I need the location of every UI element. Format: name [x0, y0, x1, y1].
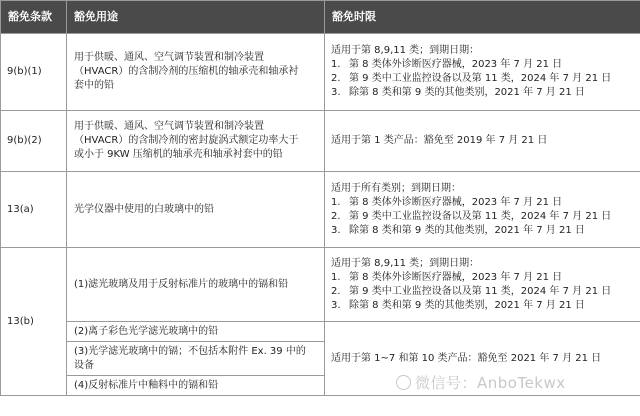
header-limit: 豁免时限 — [325, 1, 640, 34]
watermark-text: 微信号：AnboTekwx — [415, 374, 566, 392]
limit-item: 3. 除第 8 类和第 9 类的其他类别，2021 年 7 月 21 日 — [331, 87, 585, 98]
table-row — [1, 248, 640, 322]
limit-cell — [325, 248, 640, 322]
limit-intro: 适用于所有类别；到期日期： — [331, 182, 461, 194]
table-row — [1, 111, 640, 172]
limit-cell: 适用于第 1 类产品：豁免至 2019 年 7 月 21 日 — [325, 111, 640, 172]
limit-item: 1. 第 8 类体外诊断医疗器械，2023 年 7 月 21 日 — [331, 59, 563, 70]
use-cell — [67, 342, 325, 376]
use-cell: (1)滤光玻璃及用于反射标准片的玻璃中的镉和铅 — [67, 248, 325, 322]
limit-cell — [325, 172, 640, 248]
watermark — [396, 372, 566, 393]
use-cell — [67, 111, 325, 172]
use-line: 用于供暖、通风、空气调节装置和制冷装置 — [74, 52, 264, 63]
clause-cell: 9(b)(1) — [1, 34, 67, 111]
header-row — [1, 1, 640, 34]
limit-item: 3. 除第 8 类和第 9 类的其他类别，2021 年 7 月 21 日 — [331, 299, 585, 311]
header-use: 豁免用途 — [67, 1, 325, 34]
use-cell: (4)反射标准片中釉料中的镉和铅 — [67, 376, 325, 396]
use-line: （HVACR）的含制冷剂的压缩机的轴承壳和轴承衬 — [74, 66, 299, 77]
use-cell: 光学仪器中使用的白玻璃中的铅 — [67, 172, 325, 248]
use-line: (3)光学滤光玻璃中的镉；不包括本附件 Ex. 39 中的 — [74, 345, 306, 357]
limit-item: 2. 第 9 类中工业监控设备以及第 11 类，2024 年 7 月 21 日 — [331, 285, 612, 297]
limit-cell: 适用于第 1~7 和第 10 类产品：豁免至 2021 年 7 月 21 日 — [325, 322, 640, 396]
wechat-icon — [396, 375, 411, 390]
use-cell — [67, 34, 325, 111]
use-line: 套中的铅 — [74, 80, 114, 91]
table-row — [1, 34, 640, 111]
table-row — [1, 172, 640, 248]
limit-item: 1. 第 8 类体外诊断医疗器械，2023 年 7 月 21 日 — [331, 271, 563, 283]
limit-intro: 适用于第 8,9,11 类；到期日期： — [331, 45, 480, 56]
table-row — [1, 322, 640, 342]
limit-item: 2. 第 9 类中工业监控设备以及第 11 类，2024 年 7 月 21 日 — [331, 73, 612, 84]
clause-cell: 9(b)(2) — [1, 111, 67, 172]
use-cell: (2)离子彩色光学滤光玻璃中的铅 — [67, 322, 325, 342]
clause-cell: 13(a) — [1, 172, 67, 248]
use-line: （HVACR）的含制冷剂的密封旋涡式额定功率大于 — [74, 135, 299, 146]
limit-cell — [325, 34, 640, 111]
limit-intro: 适用于第 8,9,11 类；到期日期： — [331, 257, 480, 269]
use-line: 或小于 9KW 压缩机的轴承壳和轴承衬套中的铅 — [74, 149, 283, 160]
use-line: 用于供暖、通风、空气调节装置和制冷装置 — [74, 121, 264, 132]
limit-item: 3. 除第 8 类和第 9 类的其他类别，2021 年 7 月 21 日 — [331, 224, 585, 236]
use-line: 设备 — [74, 359, 94, 371]
header-clause: 豁免条款 — [1, 1, 67, 34]
limit-item: 1. 第 8 类体外诊断医疗器械，2023 年 7 月 21 日 — [331, 196, 563, 208]
limit-item: 2. 第 9 类中工业监控设备以及第 11 类，2024 年 7 月 21 日 — [331, 210, 612, 222]
clause-cell: 13(b) — [1, 248, 67, 396]
